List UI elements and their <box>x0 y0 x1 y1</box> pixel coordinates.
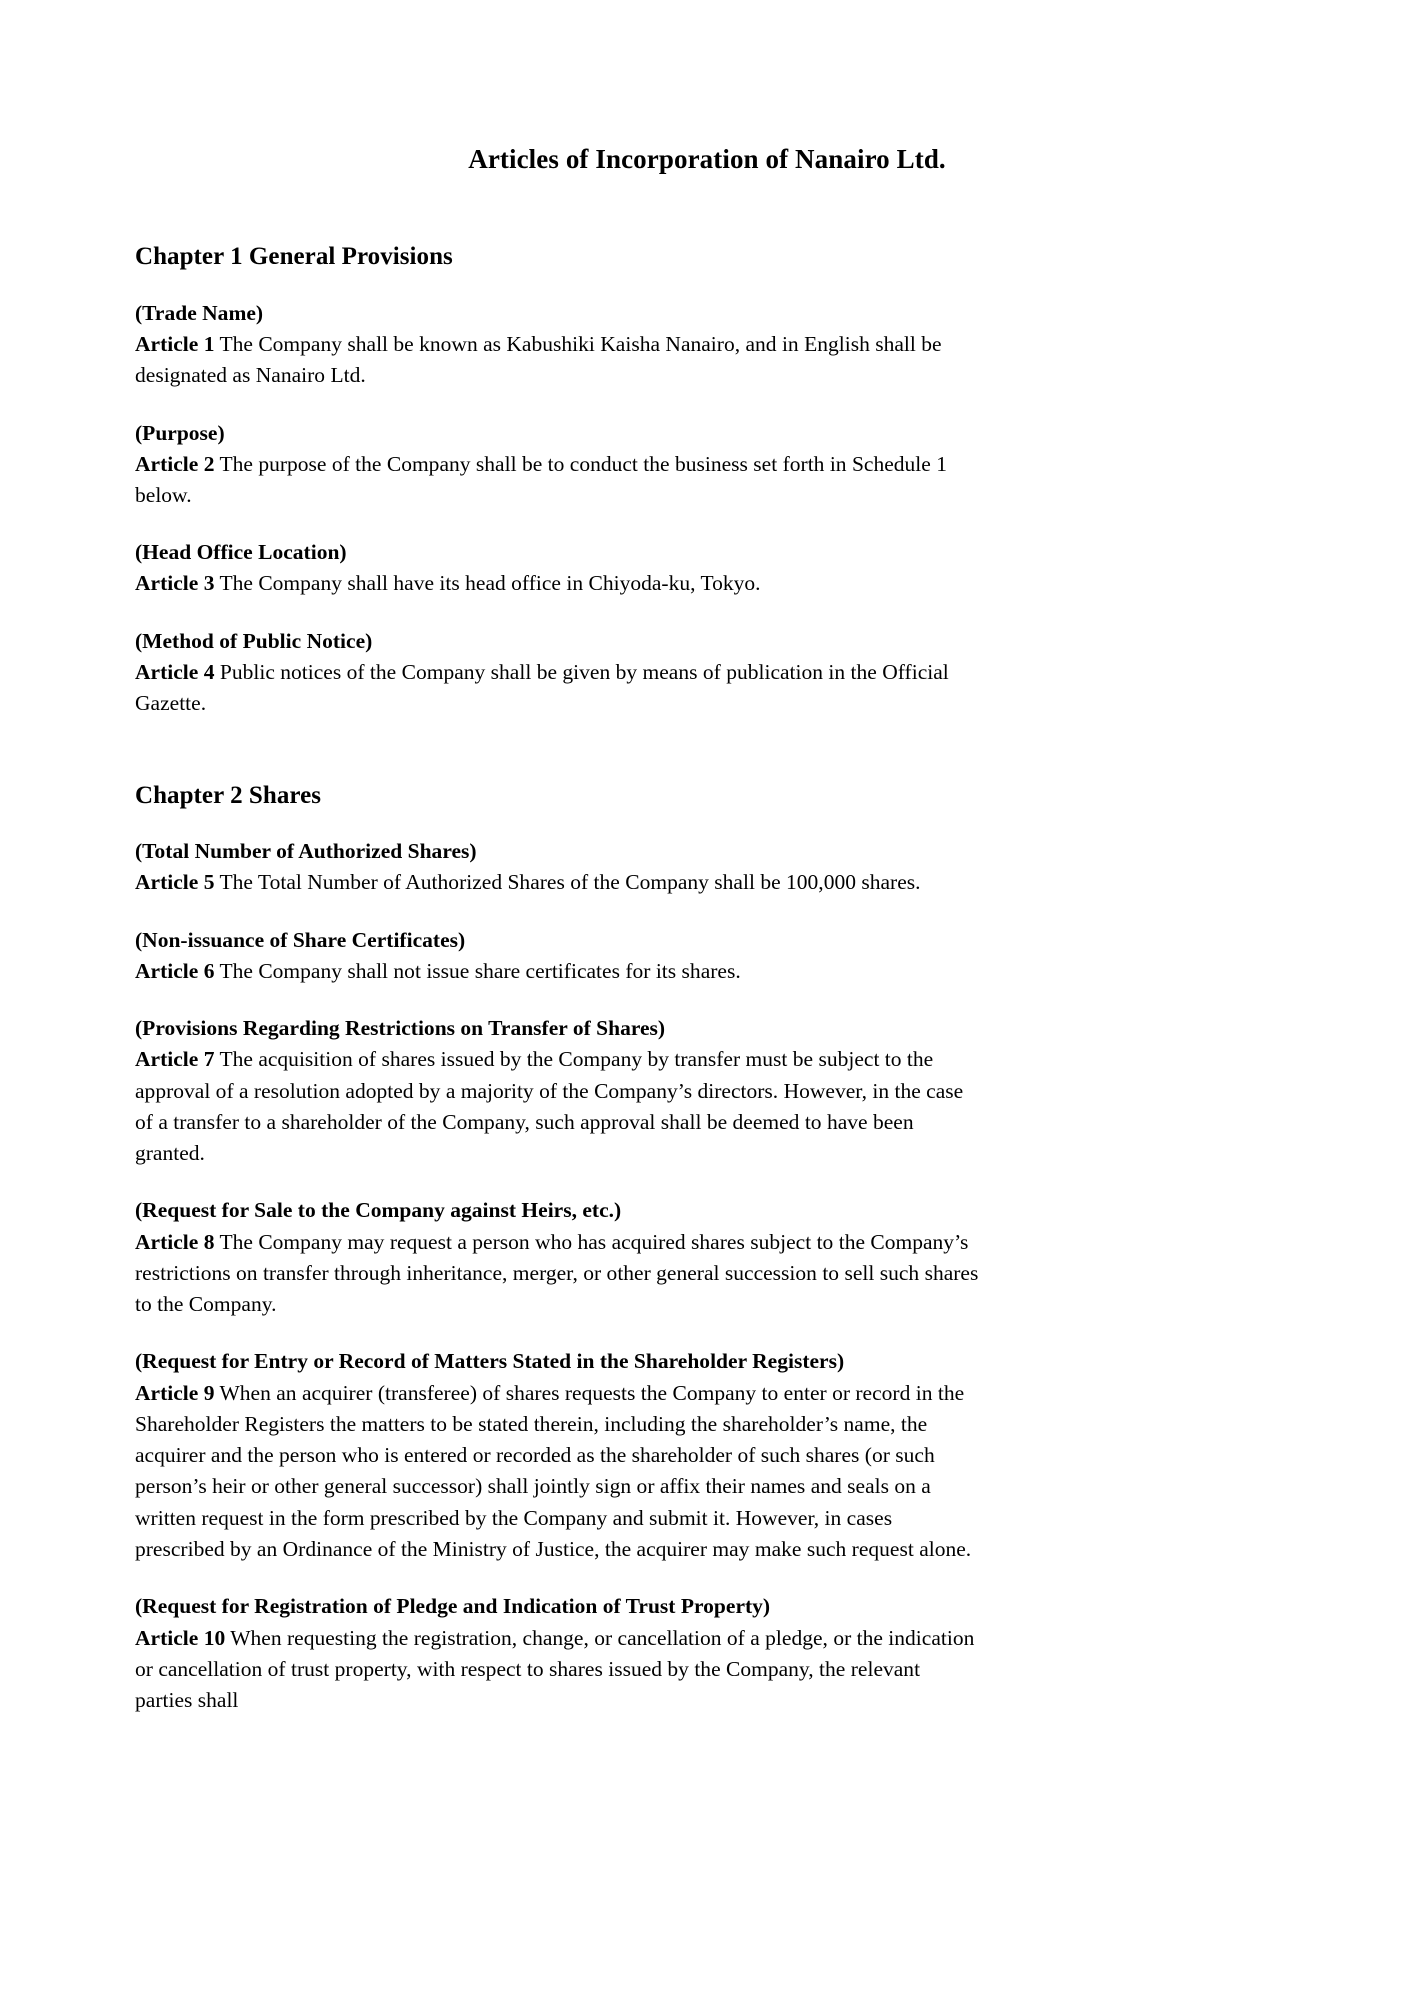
article-block-3 <box>135 537 1279 599</box>
article-title-9: (Request for Entry or Record of Matters Stated in the Shareholder Registers) <box>135 1349 845 1374</box>
article-block-9 <box>135 1346 1279 1565</box>
article-label-7: Article 7 <box>135 1047 215 1072</box>
article-title-2: (Purpose) <box>135 420 225 445</box>
article-text-6: The Company shall not issue share certificates for its shares. <box>214 958 741 983</box>
article-title-5: (Total Number of Authorized Shares) <box>135 839 477 864</box>
page-title: Articles of Incorporation of Nanairo Ltd. <box>468 144 946 174</box>
article-title-3: (Head Office Location) <box>135 540 347 565</box>
article-text-1: The Company shall be known as Kabushiki Kaisha Nanairo, and in English shall be designated as Nanairo Ltd. <box>135 332 942 388</box>
article-text-4: Public notices of the Company shall be given by means of publication in the Official Gazette. <box>135 659 949 716</box>
article-body-3 <box>135 568 980 599</box>
article-body-2 <box>135 449 980 512</box>
article-title-1: (Trade Name) <box>135 300 264 325</box>
article-label-5: Article 5 <box>135 870 215 895</box>
article-block-2 <box>135 418 1279 512</box>
article-body-10 <box>135 1623 980 1717</box>
article-block-8 <box>135 1195 1279 1320</box>
article-block-1 <box>135 298 1279 392</box>
article-text-8: The Company may request a person who has acquired shares subject to the Company’s restrictions on transfer through inheritance, merger, or other general succession to sell such shares to the Company. <box>135 1229 979 1317</box>
article-label-2: Article 2 <box>135 451 215 476</box>
article-block-6 <box>135 925 1279 987</box>
article-text-2: The purpose of the Company shall be to conduct the business set forth in Schedule 1 below. <box>135 451 947 508</box>
article-title-6: (Non-issuance of Share Certificates) <box>135 927 466 952</box>
article-body-9 <box>135 1378 980 1566</box>
article-label-8: Article 8 <box>135 1229 215 1254</box>
article-title-4: (Method of Public Notice) <box>135 628 373 653</box>
article-label-1: Article 1 <box>135 332 215 357</box>
article-body-6 <box>135 956 980 987</box>
article-text-3: The Company shall have its head office in Chiyoda-ku, Tokyo. <box>214 571 761 596</box>
article-title-10: (Request for Registration of Pledge and Indication of Trust Property) <box>135 1594 771 1619</box>
chapter-heading-1: Chapter 1 General Provisions <box>135 243 453 271</box>
article-title-7: (Provisions Regarding Restrictions on Transfer of Shares) <box>135 1016 666 1041</box>
article-label-10: Article 10 <box>135 1625 226 1650</box>
article-text-9: When an acquirer (transferee) of shares requests the Company to enter or record in the Shareholder Registers the matters to be stated therein, including the shareholder’s name, the acquirer and the person who is entered or recorded as the shareholder of such shares (or such person’s heir or other general successor) shall jointly sign or affix their names and seals on a written request in the form prescribed by the Company and submit it. However, in cases prescribed by an Ordinance of the Ministry of Justice, the acquirer may make such request alone. <box>135 1380 972 1562</box>
article-body-8 <box>135 1227 980 1321</box>
article-label-9: Article 9 <box>135 1380 215 1405</box>
article-label-6: Article 6 <box>135 958 215 983</box>
article-text-7: The acquisition of shares issued by the Company by transfer must be subject to the approval of a resolution adopted by a majority of the Company’s directors. However, in the case of a transfer to a shareholder of the Company, such approval shall be deemed to have been granted. <box>135 1047 964 1166</box>
article-body-4 <box>135 657 980 720</box>
article-title-8: (Request for Sale to the Company against Heirs, etc.) <box>135 1198 622 1223</box>
article-label-4: Article 4 <box>135 659 215 684</box>
article-label-3: Article 3 <box>135 571 215 596</box>
article-text-5: The Total Number of Authorized Shares of the Company shall be 100,000 shares. <box>214 870 921 895</box>
article-block-10 <box>135 1591 1279 1716</box>
article-body-7 <box>135 1044 980 1169</box>
article-block-4 <box>135 626 1279 720</box>
article-body-5 <box>135 867 980 898</box>
article-block-7 <box>135 1013 1279 1169</box>
chapter-heading-2: Chapter 2 Shares <box>135 781 322 809</box>
article-text-10: When requesting the registration, change, or cancellation of a pledge, or the indication or cancellation of trust property, with respect to shares issued by the Company, the relevant parties shall <box>135 1625 975 1713</box>
article-body-1 <box>135 329 980 392</box>
article-block-5 <box>135 836 1279 898</box>
